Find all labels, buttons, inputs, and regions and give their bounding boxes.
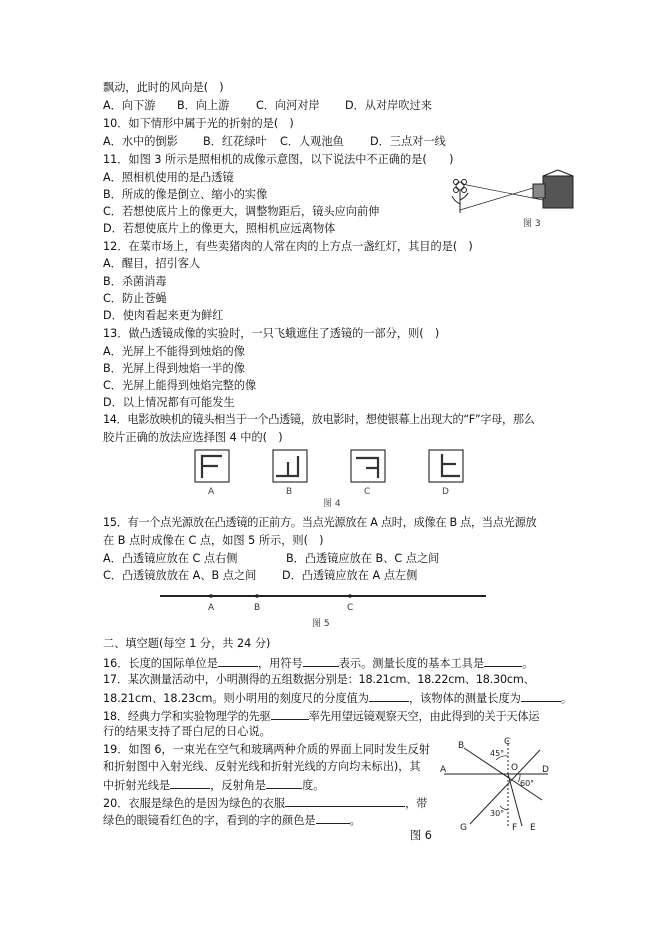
q14-line-2: 胶片正确的放法应选择图 4 中的( ) xyxy=(103,431,283,444)
point-c-label: C xyxy=(347,603,354,613)
q12-option-a: A．醒目，招引客人 xyxy=(103,257,201,270)
film-label-d: D xyxy=(442,487,449,497)
q13-option-c: C．光屏上能得到烛焰完整的像 xyxy=(103,379,257,392)
label-f: F xyxy=(512,823,518,832)
q18-blank[interactable] xyxy=(271,708,309,720)
q10-stem: 10．如下情形中属于光的折射的是( ) xyxy=(103,117,294,130)
point-b xyxy=(255,594,259,598)
q11-option-d: D．若想使底片上的像更大，照相机应远离物体 xyxy=(103,222,336,235)
q16-blank-1[interactable] xyxy=(218,655,258,667)
fill-section-heading: 二、填空题(每空 1 分，共 24 分) xyxy=(103,637,271,650)
q19-line-3: 中折射光线是 ，反射角是 度。 xyxy=(103,779,325,792)
q19-line-1: 19．如图 6，一束光在空气和玻璃两种介质的界面上同时发生反射 xyxy=(103,743,430,756)
q15-option-c: C．凸透镜放放在 A、B 点之间 xyxy=(103,569,257,582)
angle-60: 60° xyxy=(520,779,535,788)
q14-line-1: 14．电影放映机的镜头相当于一个凸透镜，放电影时，想使银幕上出现大的“F”字母，那么 xyxy=(103,413,535,426)
q20-blank-2[interactable] xyxy=(316,812,350,824)
angle-45: 45° xyxy=(490,749,505,758)
q10-option-c: C．人观池鱼 xyxy=(280,135,344,148)
film-option-d xyxy=(429,450,463,482)
q13-option-a: A．光屏上不能得到烛焰的像 xyxy=(103,345,245,358)
q18-line-1: 18．经典力学和实验物理学的先驱 率先用望远镜观察天空，由此得到的关于天体运 xyxy=(103,710,540,723)
label-d: D xyxy=(542,765,549,775)
q20-blank-1[interactable] xyxy=(285,795,405,807)
q9-option-b: B．向上游 xyxy=(177,99,230,112)
q12-option-b: B．杀菌消毒 xyxy=(103,275,167,288)
q17-line-2: 18.21cm、18.23cm。则小明用的刻度尺的分度值为 ，该物体的测量长度为 。 xyxy=(103,692,573,705)
film-option-c xyxy=(351,450,385,482)
figure-3-camera xyxy=(448,168,578,230)
point-a xyxy=(209,594,213,598)
q16-blank-3[interactable] xyxy=(484,655,522,667)
q15-option-d: D．凸透镜应放在 A 点左侧 xyxy=(282,569,418,582)
figure-5-caption: 图 5 xyxy=(312,619,330,629)
film-label-a: A xyxy=(208,487,215,497)
q19-blank-2[interactable] xyxy=(266,777,302,789)
film-label-b: B xyxy=(286,487,293,497)
q17-blank-1[interactable] xyxy=(369,690,409,702)
point-b-label: B xyxy=(254,603,261,613)
flower-head-icon xyxy=(456,182,464,190)
q15-line-2: 在 B 点时成像在 C 点，如图 5 所示，则( ) xyxy=(103,534,324,547)
q10-option-b: B．红花绿叶 xyxy=(203,135,267,148)
point-c xyxy=(348,594,352,598)
q19-blank-1[interactable] xyxy=(170,777,210,789)
q16-line: 16．长度的国际单位是 ，用符号 表示。测量长度的基本工具是 。 xyxy=(103,657,534,670)
q11-option-b: B．所成的像是倒立、缩小的实像 xyxy=(103,188,268,201)
label-o: O xyxy=(511,763,519,773)
q9-option-a: A．向下游 xyxy=(103,99,156,112)
q16-blank-2[interactable] xyxy=(303,655,339,667)
q11-option-c: C．若想使底片上的像更大，调整物距后，镜头应向前伸 xyxy=(103,205,380,218)
figure-5-axis xyxy=(160,586,490,630)
q15-line-1: 15．有一个点光源放在凸透镜的正前方。当点光源放在 A 点时，成像在 B 点，当点光源放 xyxy=(103,516,537,529)
film-option-b xyxy=(273,450,307,482)
q9-option-d: D．从对岸吹过来 xyxy=(345,99,432,112)
figure-4-film-options xyxy=(190,448,480,510)
q12-option-c: C．防止苍蝇 xyxy=(103,292,167,305)
label-c: C xyxy=(504,737,511,747)
q13-stem: 13．做凸透镜成像的实验时，一只飞蛾遮住了透镜的一部分，则( ) xyxy=(103,327,440,340)
q19-line-2: 和折射图中入射光线、反射光线和折射光线的方向均未标出)，其 xyxy=(103,760,421,773)
q10-option-a: A．水中的倒影 xyxy=(103,135,178,148)
q11-stem: 11．如图 3 所示是照相机的成像示意图，以下说法中不正确的是( ) xyxy=(103,153,454,166)
label-a: A xyxy=(440,765,447,775)
label-b: B xyxy=(458,741,465,751)
q9-tail: 飘动，此时的风向是( ) xyxy=(103,81,224,94)
point-a-label: A xyxy=(208,603,215,613)
label-e: E xyxy=(530,823,536,832)
q12-option-d: D．使肉看起来更为鲜红 xyxy=(103,309,224,322)
figure-6-caption: 图 6 xyxy=(410,829,432,842)
camera-body-icon xyxy=(543,176,573,208)
figure-3-caption: 图 3 xyxy=(523,219,541,229)
q12-stem: 12．在菜市场上，有些卖猪肉的人常在肉的上方点一盏红灯，其目的是( ) xyxy=(103,240,473,253)
q13-option-d: D．以上情况都有可能发生 xyxy=(103,396,235,409)
angle-30: 30° xyxy=(490,809,505,818)
q20-line-1: 20．衣服是绿色的是因为绿色的衣服 ，带 xyxy=(103,797,428,810)
q10-option-d: D．三点对一线 xyxy=(370,135,446,148)
q20-line-2: 绿色的眼镜看红色的字，看到的字的颜色是 。 xyxy=(103,814,361,827)
q11-option-a: A．照相机使用的是凸透镜 xyxy=(103,171,234,184)
q15-option-a: A．凸透镜应放在 C 点右侧 xyxy=(103,552,238,565)
figure-6-light-diagram xyxy=(440,736,552,832)
q13-option-b: B．光屏上得到烛焰一半的像 xyxy=(103,362,245,375)
q9-option-c: C．向河对岸 xyxy=(256,99,320,112)
q17-line-1: 17．某次测量活动中，小明测得的五组数据分别是：18.21cm、18.22cm、18.30cm、 xyxy=(103,673,535,686)
figure-4-caption: 图 4 xyxy=(323,499,341,509)
film-label-c: C xyxy=(364,487,371,497)
q15-option-b: B．凸透镜应放在 B、C 点之间 xyxy=(286,552,440,565)
q18-line-2: 行的结果支持了哥白尼的日心说。 xyxy=(103,725,271,738)
label-g: G xyxy=(460,823,467,832)
q17-blank-2[interactable] xyxy=(521,690,561,702)
